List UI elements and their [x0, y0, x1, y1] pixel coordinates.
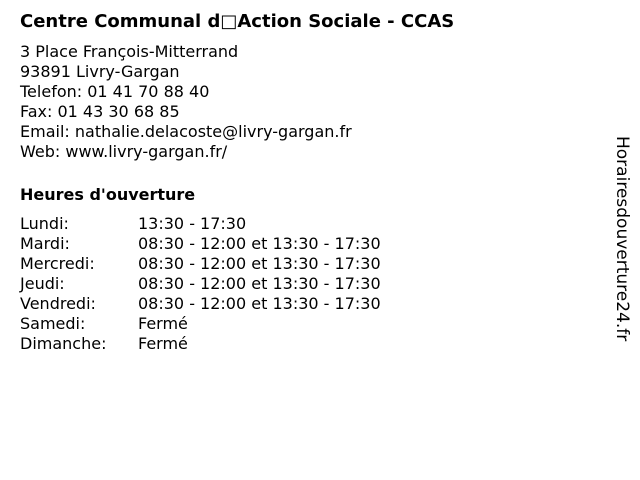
- hours-row-mardi: [20, 234, 600, 254]
- day-label: Dimanche:: [20, 334, 107, 353]
- hours-row-mercredi: [20, 254, 600, 274]
- hours-table: [20, 214, 600, 354]
- page-title: Centre Communal d□Action Sociale - CCAS: [20, 11, 455, 32]
- contact-block: [20, 42, 600, 162]
- day-label: Mardi:: [20, 234, 70, 253]
- day-times: 08:30 - 12:00 et 13:30 - 17:30: [138, 274, 381, 293]
- day-times: Fermé: [138, 314, 188, 333]
- day-label: Jeudi:: [20, 274, 65, 293]
- day-times: 08:30 - 12:00 et 13:30 - 17:30: [138, 294, 381, 313]
- address-line-1: 3 Place François-Mitterrand: [20, 42, 239, 61]
- hours-heading: Heures d'ouverture: [20, 185, 196, 204]
- web-line: Web: www.livry-gargan.fr/: [20, 142, 228, 161]
- day-label: Samedi:: [20, 314, 86, 333]
- address-line-2: 93891 Livry-Gargan: [20, 62, 180, 81]
- day-label: Mercredi:: [20, 254, 95, 273]
- day-times: 08:30 - 12:00 et 13:30 - 17:30: [138, 234, 381, 253]
- hours-row-dimanche: [20, 334, 600, 354]
- site-watermark: Horairesdouverture24.fr: [612, 136, 632, 342]
- hours-row-vendredi: [20, 294, 600, 314]
- day-label: Vendredi:: [20, 294, 96, 313]
- hours-row-lundi: [20, 214, 600, 234]
- info-card: [20, 10, 600, 354]
- hours-row-samedi: [20, 314, 600, 334]
- day-times: 13:30 - 17:30: [138, 214, 247, 233]
- day-label: Lundi:: [20, 214, 69, 233]
- day-times: Fermé: [138, 334, 188, 353]
- phone-line: Telefon: 01 41 70 88 40: [20, 82, 210, 101]
- hours-row-jeudi: [20, 274, 600, 294]
- day-times: 08:30 - 12:00 et 13:30 - 17:30: [138, 254, 381, 273]
- fax-line: Fax: 01 43 30 68 85: [20, 102, 180, 121]
- email-line: Email: nathalie.delacoste@livry-gargan.fr: [20, 122, 352, 141]
